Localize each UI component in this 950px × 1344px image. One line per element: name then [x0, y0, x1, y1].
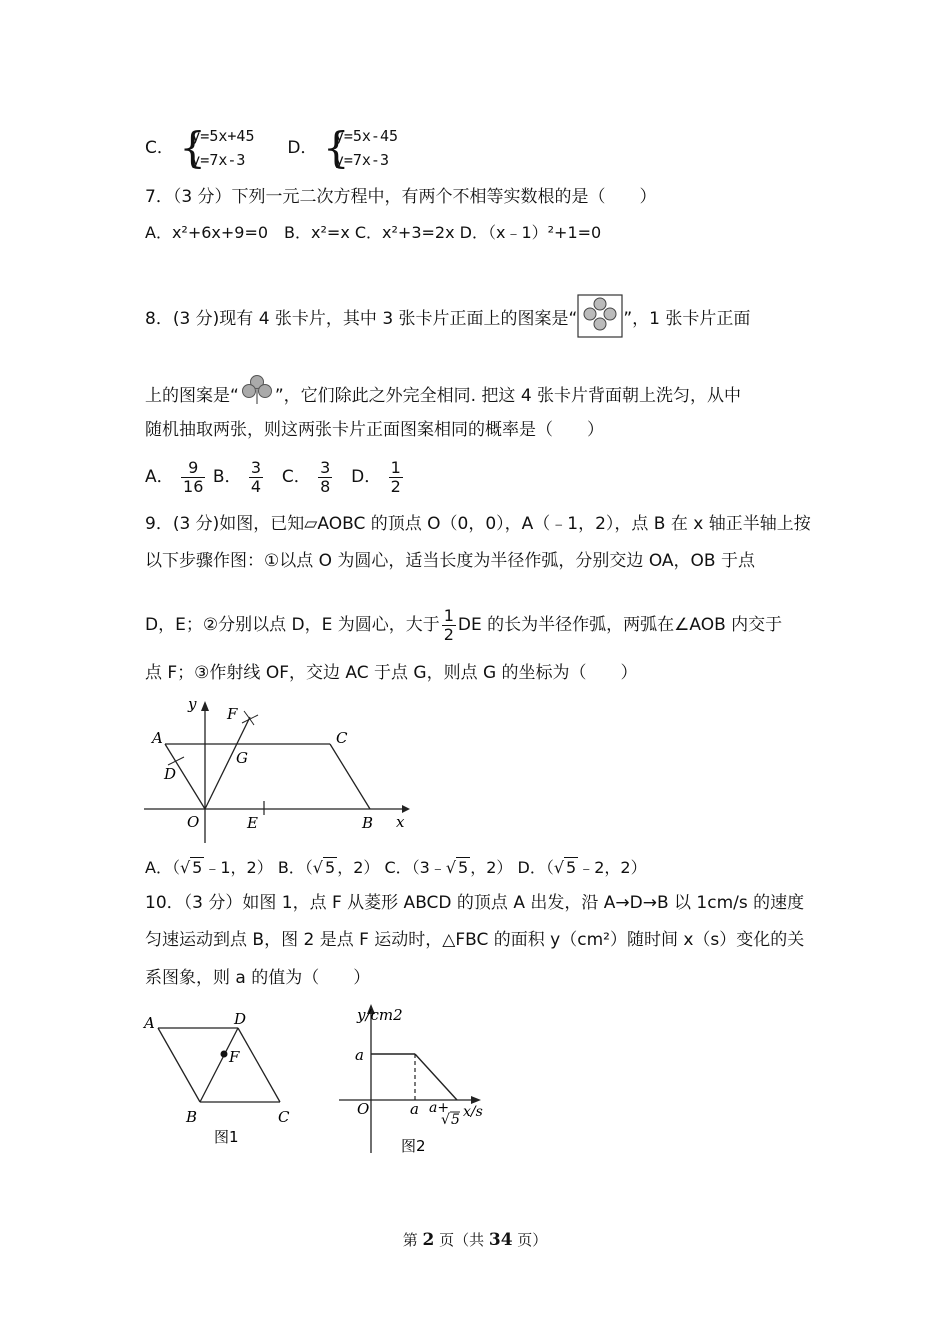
q8-opt-a-label: A．	[145, 467, 174, 487]
fig2-x-label: x/s	[463, 1104, 483, 1120]
numerator: 3	[250, 457, 262, 477]
q9-opt-c-post: ，2）	[470, 858, 513, 877]
q9-line3b: DE 的长为半径作弧，两弧在∠AOB 内交于	[457, 615, 783, 635]
q6-options	[145, 124, 398, 172]
q9-opt-a-post: ﹣1，2）	[204, 858, 273, 877]
page-number: 2	[422, 1230, 435, 1250]
q9-line1: 9．(3 分)如图，已知▱AOBC 的顶点 O（0，0），A（﹣1，2），点 B 在 x 轴正半轴上按	[145, 514, 811, 534]
q8-stem-part1: 8．(3 分)现有 4 张卡片，其中 3 张卡片正面上的图案是“	[145, 309, 578, 329]
q8-opt-b-fraction	[249, 459, 263, 496]
sqrt-icon: √	[179, 858, 191, 877]
q6-option-c-label: C．	[145, 138, 174, 158]
q9-opt-a-pre: A．（	[145, 858, 180, 877]
numerator: 1	[443, 605, 454, 625]
fig2-tick-a: a	[410, 1100, 419, 1118]
q6-d-eq1: y=5x-45	[334, 127, 399, 145]
q9-options	[145, 856, 647, 880]
fig9-label-x: x	[396, 813, 405, 831]
fig9-label-o: O	[187, 813, 200, 831]
total-pages: 34	[488, 1230, 513, 1250]
fig1-label-d: D	[234, 1010, 247, 1028]
q9-opt-d-pre: D．（	[517, 858, 554, 877]
sqrt-icon: √	[553, 858, 565, 877]
fig1-label-c: C	[278, 1108, 290, 1126]
footer-pre: 第	[402, 1231, 423, 1249]
q9-line3a: D，E；②分别以点 D，E 为圆心，大于	[145, 615, 440, 635]
q8-opt-d-fraction	[389, 459, 403, 496]
denominator: 16	[183, 476, 204, 496]
q9-line3	[145, 603, 782, 647]
fig2-caption: 图2	[401, 1137, 426, 1155]
fig2-y-label: y/cm2	[357, 1006, 403, 1024]
q10-line2: 匀速运动到点 B，图 2 是点 F 运动时，△FBC 的面积 y（cm²）随时间 x（s）变化的关	[145, 930, 805, 950]
q9-opt-c-pre: C．（3﹣	[384, 858, 446, 877]
sqrt-icon: √	[441, 1112, 450, 1128]
q8-stem-part3: 上的图案是“	[145, 386, 239, 406]
q8-opt-b-label: B．	[212, 467, 242, 487]
clover-card-icon	[239, 375, 275, 405]
fig9-label-c: C	[336, 729, 348, 747]
q8-stem-part2: ”，1 张卡片正面	[623, 309, 751, 329]
q9-figure	[140, 695, 420, 845]
q8-line3: 随机抽取两张，则这两张卡片正面图案相同的概率是（ ）	[145, 420, 604, 440]
footer-post: 页）	[512, 1231, 548, 1249]
q10-line3: 系图象，则 a 的值为（ ）	[145, 968, 371, 988]
q8-line2	[145, 375, 741, 408]
q9-opt-b-pre: B．（	[277, 858, 313, 877]
fig9-label-e: E	[247, 814, 258, 832]
denominator: 2	[443, 624, 454, 644]
q8-options	[145, 455, 405, 499]
fig9-label-y: y	[188, 695, 197, 713]
fig1-label-f: F	[229, 1048, 240, 1066]
four-circles-card-icon	[577, 294, 623, 338]
q6-c-eq1: y=5x+45	[191, 127, 255, 145]
fig1-caption: 图1	[214, 1128, 239, 1146]
denominator: 4	[250, 476, 262, 496]
brace-icon: {	[322, 123, 350, 172]
fig1-label-a: A	[144, 1014, 155, 1032]
q7-stem: 7．（3 分）下列一元二次方程中，有两个不相等实数根的是（ ）	[145, 187, 657, 207]
fig1-label-b: B	[186, 1108, 198, 1126]
fig2-label-o: O	[357, 1100, 370, 1118]
page-footer	[0, 1229, 950, 1250]
q6-option-d-label: D．	[287, 138, 318, 158]
q9-opt-c-radicand: 5	[458, 858, 469, 877]
q9-opt-b-radicand: 5	[325, 858, 336, 877]
q6-option-d-system	[323, 124, 398, 172]
fig2-label-a: a	[355, 1046, 364, 1064]
numerator: 9	[181, 459, 205, 478]
fig2-tick-a-plus: a+	[429, 1100, 450, 1116]
q7-options: A．x²+6x+9=0 B．x²=x C．x²+3=2x D．（x﹣1）²+1=0	[145, 223, 602, 242]
q10-figure2	[335, 998, 505, 1158]
q8-opt-d-label: D．	[351, 467, 382, 487]
fig9-label-b: B	[362, 814, 374, 832]
fig9-label-a: A	[152, 729, 163, 747]
q9-half-fraction	[442, 607, 456, 644]
q10-line1: 10．（3 分）如图 1，点 F 从菱形 ABCD 的顶点 A 出发，沿 A→D→B 以 1cm/s 的速度	[145, 893, 805, 913]
fig2-tick-sqrt5: 5	[451, 1112, 460, 1128]
q8-opt-c-label: C．	[281, 467, 311, 487]
numerator: 3	[320, 457, 331, 477]
q6-c-eq2: y=7x-3	[191, 151, 246, 169]
q8-opt-a-fraction	[181, 459, 205, 496]
q8-line1	[145, 294, 750, 338]
numerator: 1	[390, 457, 401, 477]
q9-line4: 点 F；③作射线 OF，交边 AC 于点 G，则点 G 的坐标为（ ）	[145, 663, 638, 683]
q8-stem-part4: ”，它们除此之外完全相同. 把这 4 张卡片背面朝上洗匀，从中	[274, 386, 742, 406]
denominator: 2	[390, 476, 401, 496]
fig9-label-g: G	[236, 749, 248, 767]
q8-opt-c-fraction	[318, 459, 332, 496]
sqrt-icon: √	[312, 858, 323, 877]
denominator: 8	[320, 476, 331, 496]
q6-option-c-system	[179, 124, 254, 172]
q9-opt-b-post: ，2）	[337, 858, 380, 877]
q9-opt-d-post: ﹣2，2）	[578, 858, 647, 877]
sqrt-icon: √	[445, 858, 457, 877]
brace-icon: {	[179, 123, 207, 172]
q9-opt-a-radicand: 5	[192, 858, 203, 877]
fig9-label-f: F	[227, 705, 238, 723]
q6-d-eq2: y=7x-3	[334, 151, 389, 169]
fig9-label-d: D	[164, 765, 177, 783]
q9-line2: 以下步骤作图：①以点 O 为圆心，适当长度为半径作弧，分别交边 OA，OB 于点	[145, 551, 755, 571]
q9-opt-d-radicand: 5	[566, 858, 577, 877]
point-f-marker	[221, 1051, 228, 1058]
footer-mid: 页（共	[434, 1231, 489, 1249]
q10-figure1	[138, 1010, 308, 1160]
